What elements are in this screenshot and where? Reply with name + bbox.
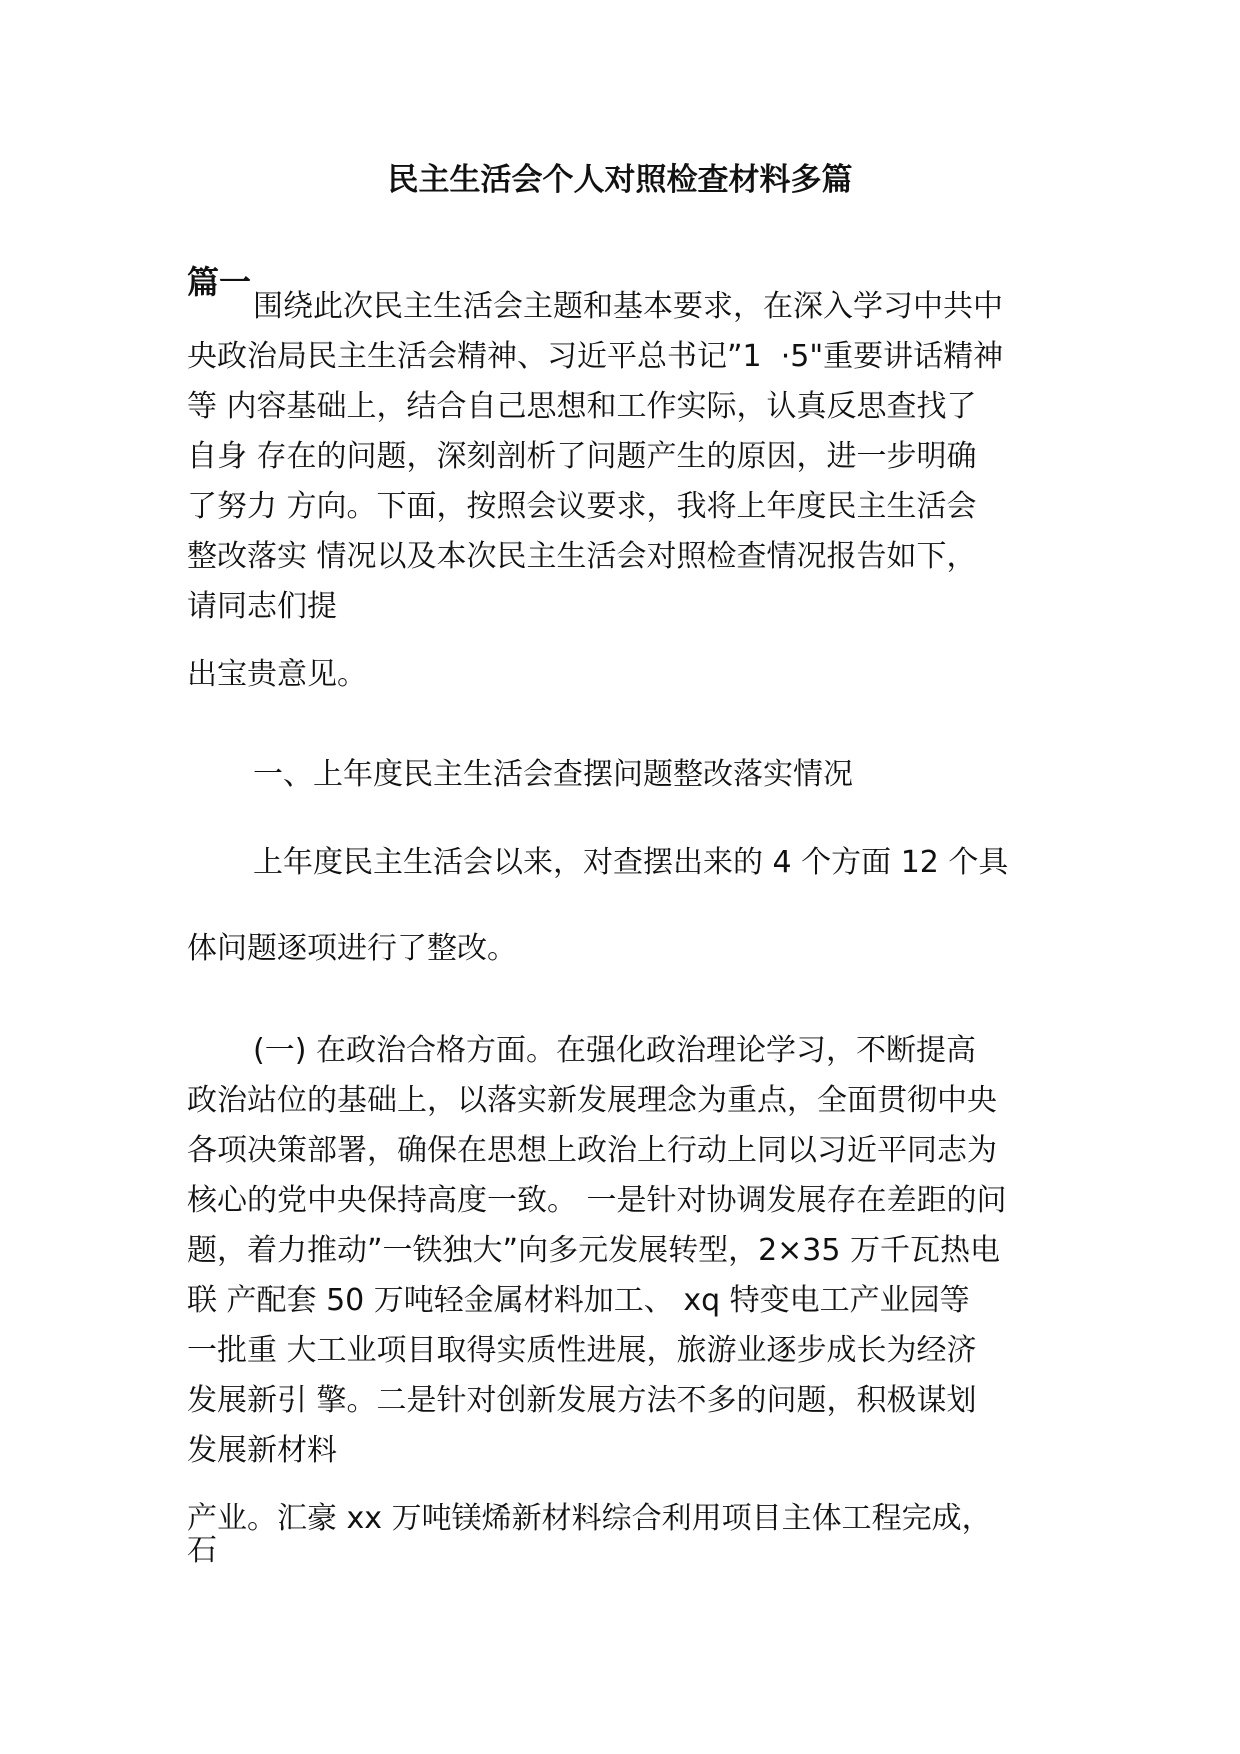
paragraph-line: 出宝贵意见。 [187, 657, 367, 692]
paragraph-line: 请同志们提 [187, 589, 337, 624]
paragraph-line: 央政治局民主生活会精神、习近平总书记”1 ·5"重要讲话精神 [187, 339, 1004, 374]
paragraph-line: 自身 存在的问题，深刻剖析了问题产生的原因，进一步明确 [187, 439, 977, 474]
paragraph-line: 等 内容基础上，结合自己思想和工作实际，认真反思查找了 [187, 389, 977, 424]
document-title: 民主生活会个人对照检查材料多篇 [387, 162, 853, 198]
paragraph-line: 上年度民主生活会以来，对查摆出来的 4 个方面 12 个具 [253, 845, 1009, 880]
subsection-heading: 一、上年度民主生活会查摆问题整改落实情况 [253, 757, 853, 792]
section-heading: 篇一 [187, 263, 252, 301]
paragraph-line: 整改落实 情况以及本次民主生活会对照检查情况报告如下， [187, 539, 977, 574]
paragraph-line: 了努力 方向。下面，按照会议要求，我将上年度民主生活会 [187, 489, 977, 524]
paragraph-line: 产业。汇豪 xx 万吨镁烯新材料综合利用项目主体工程完成， [187, 1501, 992, 1536]
paragraph-line: 各项决策部署，确保在思想上政治上行动上同以习近平同志为 [187, 1133, 997, 1168]
paragraph-line: 围绕此次民主生活会主题和基本要求，在深入学习中共中 [253, 289, 1003, 324]
paragraph-line: 体问题逐项进行了整改。 [187, 931, 517, 966]
paragraph-line: 发展新引 擎。二是针对创新发展方法不多的问题，积极谋划 [187, 1383, 977, 1418]
paragraph-line: 石 [187, 1533, 217, 1568]
paragraph-line: 题，着力推动”一铁独大”向多元发展转型，2×35 万千瓦热电 [187, 1233, 1001, 1268]
paragraph-line: 一批重 大工业项目取得实质性进展，旅游业逐步成长为经济 [187, 1333, 977, 1368]
paragraph-line: (一) 在政治合格方面。在强化政治理论学习，不断提高 [253, 1033, 976, 1068]
paragraph-line: 发展新材料 [187, 1433, 337, 1468]
paragraph-line: 政治站位的基础上，以落实新发展理念为重点，全面贯彻中央 [187, 1083, 997, 1118]
paragraph-line: 联 产配套 50 万吨轻金属材料加工、 xq 特变电工产业园等 [187, 1283, 970, 1318]
paragraph-line: 核心的党中央保持高度一致。 一是针对协调发展存在差距的问 [187, 1183, 1007, 1218]
